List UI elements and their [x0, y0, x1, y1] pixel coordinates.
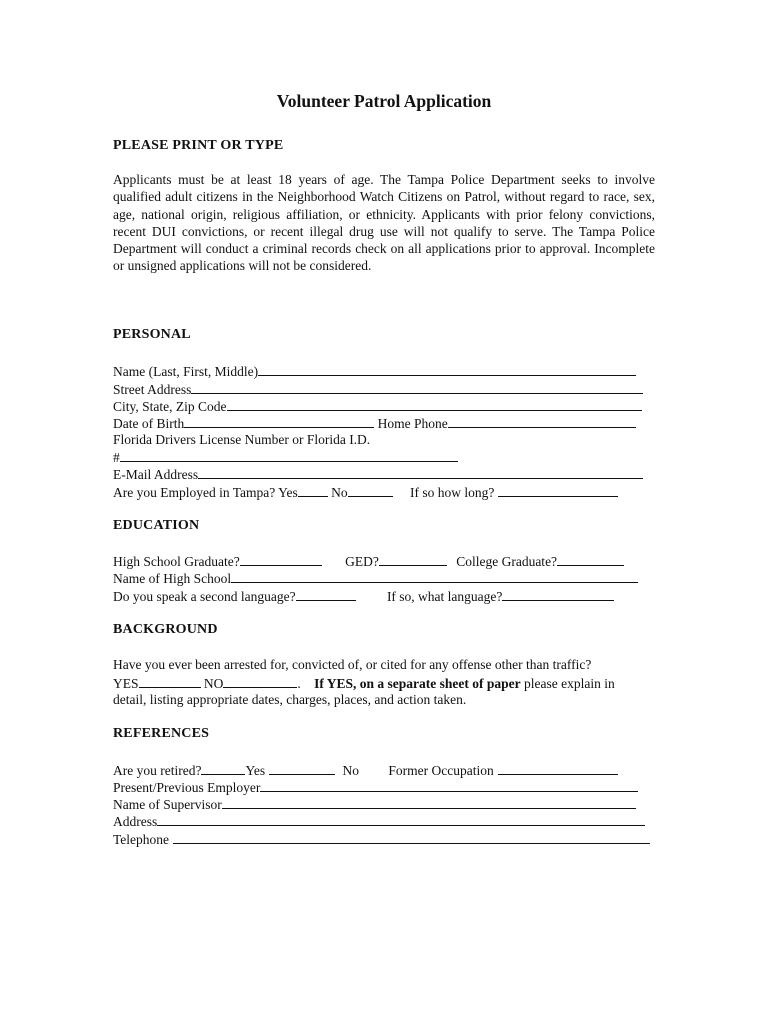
email-field[interactable] — [198, 465, 643, 479]
background-heading: BACKGROUND — [113, 622, 218, 637]
address-label: Address — [113, 814, 158, 829]
employer-field[interactable] — [260, 778, 638, 792]
arrest-yes-label: YES — [113, 676, 139, 691]
employed-label: Are you Employed in Tampa? Yes — [113, 485, 298, 500]
page-title: Volunteer Patrol Application — [276, 91, 492, 111]
supervisor-label: Name of Supervisor — [113, 797, 222, 812]
retired-no-label: No — [342, 763, 359, 778]
how-long-label: If so how long? — [410, 485, 495, 500]
hs-grad-label: High School Graduate? — [113, 554, 240, 569]
name-row — [113, 362, 655, 380]
supervisor-row — [113, 795, 655, 813]
college-label: College Graduate? — [456, 554, 558, 569]
license-label: Florida Drivers License Number or Florida I.D. — [113, 432, 371, 447]
second-lang-field[interactable] — [296, 587, 356, 601]
name-field[interactable] — [258, 362, 636, 376]
hs-name-label: Name of High School — [113, 571, 232, 586]
arrest-answer-row: YES NO . If YES, on a separate sheet of paper please explain in — [113, 676, 615, 691]
employed-no-label: No — [331, 485, 348, 500]
former-occupation-label: Former Occupation — [388, 763, 494, 778]
license-field[interactable] — [120, 448, 458, 462]
how-long-field[interactable] — [498, 483, 618, 497]
hs-name-row — [113, 569, 655, 587]
dob-row — [113, 414, 655, 432]
explain-text: please explain in — [524, 676, 615, 691]
street-field[interactable] — [191, 380, 643, 394]
arrest-yes-field[interactable] — [139, 674, 201, 688]
what-lang-field[interactable] — [502, 587, 614, 601]
telephone-field[interactable] — [173, 830, 650, 844]
retired-row — [113, 761, 655, 779]
home-phone-label: Home Phone — [377, 416, 448, 431]
personal-heading: PERSONAL — [113, 327, 191, 342]
former-occupation-field[interactable] — [498, 761, 618, 775]
retired-label: Are you retired? — [113, 763, 202, 778]
second-lang-label: Do you speak a second language? — [113, 589, 296, 604]
explain-row — [113, 691, 655, 709]
language-row — [113, 587, 655, 605]
arrest-no-field[interactable] — [223, 674, 297, 688]
address-row — [113, 812, 655, 830]
arrest-question: Have you ever been arrested for, convicted of, or cited for any offense other than traffic? — [113, 657, 592, 672]
retired-yes-label: Yes — [245, 763, 266, 778]
employer-label: Present/Previous Employer — [113, 780, 261, 795]
arrest-question-row — [113, 656, 655, 674]
employed-row — [113, 483, 655, 501]
print-instruction: PLEASE PRINT OR TYPE — [113, 138, 284, 153]
what-lang-label: If so, what language? — [386, 589, 503, 604]
hs-grad-field[interactable] — [240, 552, 322, 566]
graduate-row — [113, 552, 655, 570]
address-field[interactable] — [157, 812, 645, 826]
if-yes-instruction: If YES, on a separate sheet of paper — [314, 676, 521, 691]
supervisor-field[interactable] — [222, 795, 636, 809]
city-field[interactable] — [227, 397, 642, 411]
education-heading: EDUCATION — [113, 518, 200, 533]
dob-field[interactable] — [184, 414, 374, 428]
email-row — [113, 465, 655, 483]
city-label: City, State, Zip Code — [113, 399, 227, 414]
college-field[interactable] — [557, 552, 624, 566]
retired-yes-field[interactable] — [269, 761, 335, 775]
intro-paragraph: Applicants must be at least 18 years of age. The Tampa Police Department seeks to involve qualified adult citizens in the Neighborhood Watch Citizens on Patrol, without regard to race, sex, age, national origin, religious affiliation, or ethnicity. Applicants with prior felony convictions, recent DUI convictions, or recent illegal drug use will not qualify to serve. The Tampa Police Department will conduct a criminal records check on all applications prior to approval. Incomplete or unsigned applications will not be considered. — [113, 172, 655, 274]
street-row — [113, 380, 655, 398]
employer-row — [113, 778, 655, 796]
telephone-label: Telephone — [113, 832, 170, 847]
street-label: Street Address — [113, 382, 192, 397]
license-row — [113, 431, 655, 449]
dob-label: Date of Birth — [113, 416, 185, 431]
employed-no-field[interactable] — [348, 483, 393, 497]
name-label: Name (Last, First, Middle) — [113, 364, 259, 379]
email-label: E-Mail Address — [113, 467, 199, 482]
retired-blank[interactable] — [201, 761, 245, 775]
explain-text-2: detail, listing appropriate dates, charges, places, and action taken. — [113, 692, 467, 707]
hs-name-field[interactable] — [231, 569, 638, 583]
ged-field[interactable] — [379, 552, 447, 566]
references-heading: REFERENCES — [113, 726, 210, 741]
home-phone-field[interactable] — [448, 414, 636, 428]
ged-label: GED? — [345, 554, 379, 569]
employed-yes-field[interactable] — [298, 483, 328, 497]
telephone-row — [113, 830, 655, 848]
license-hash: # — [113, 450, 120, 465]
arrest-no-label: NO — [203, 676, 224, 691]
license-number-row — [113, 448, 655, 466]
city-row — [113, 397, 655, 415]
